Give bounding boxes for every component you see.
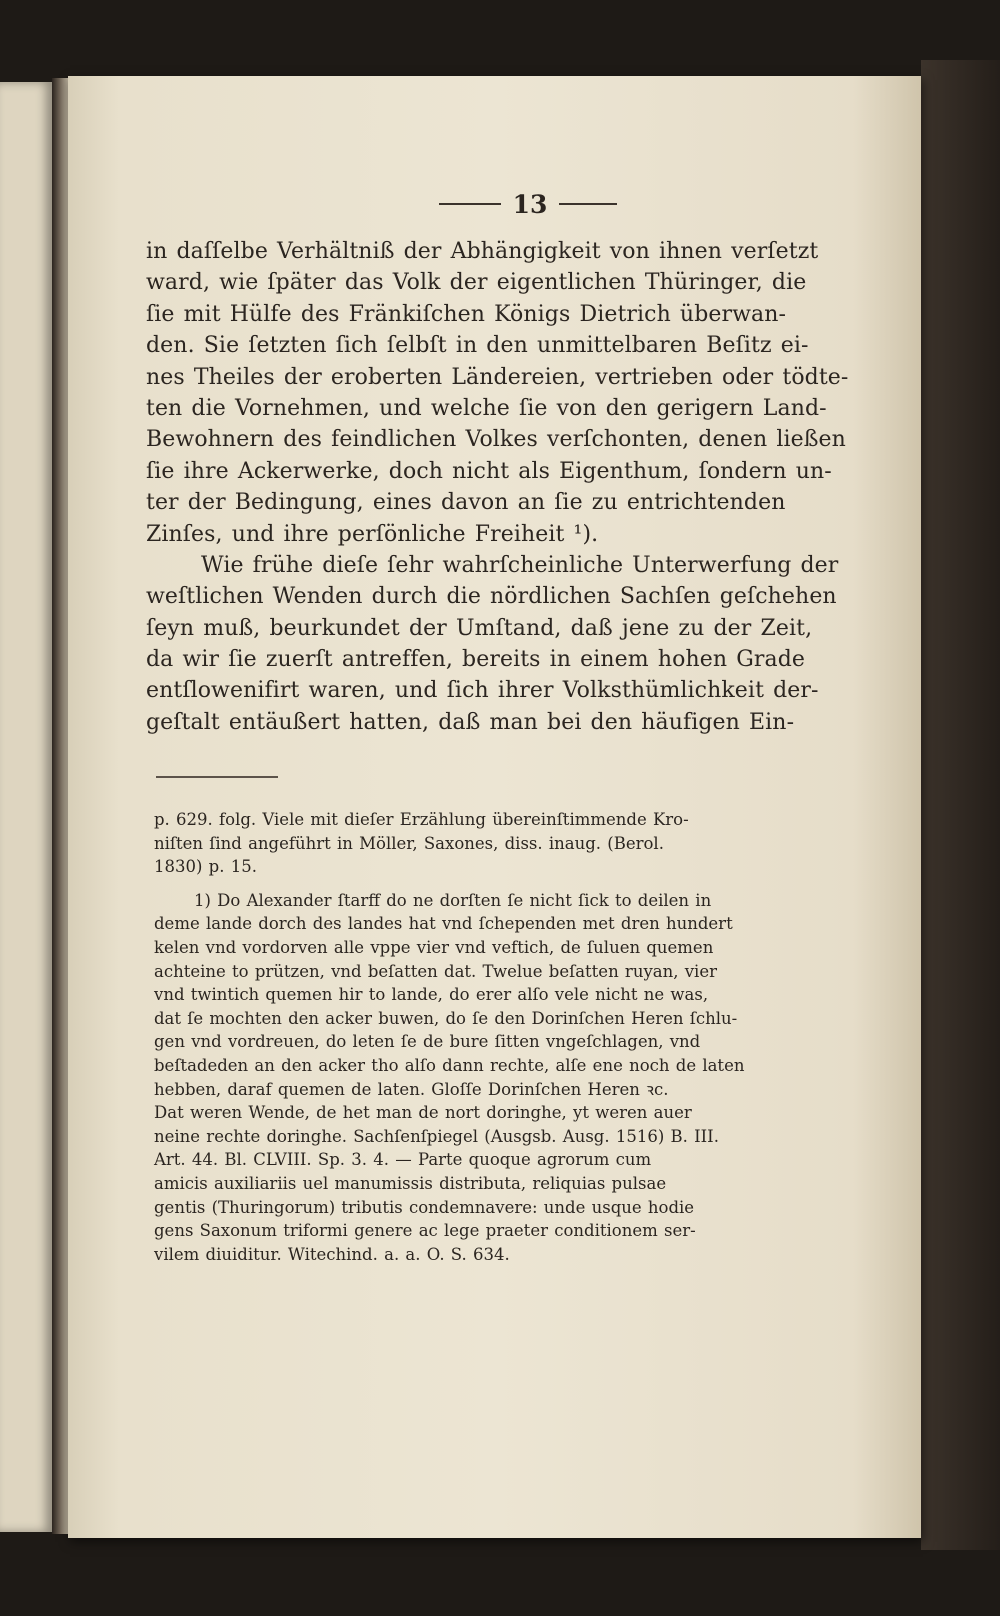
header-rule-right bbox=[559, 203, 617, 205]
book-page bbox=[68, 76, 921, 1538]
footnote-separator bbox=[156, 776, 278, 778]
footnote-line: amicis auxiliariis uel manumissis distributa, reliquias pulsae bbox=[154, 1173, 667, 1193]
main-text bbox=[146, 236, 866, 738]
footnote-line: kelen vnd vordorven alle vppe vier vnd veftich, de ſuluen quemen bbox=[154, 937, 714, 957]
footnote-line: hebben, daraf quemen de laten. Gloſſe Dorinſchen Heren ꝛc. bbox=[154, 1079, 669, 1099]
text-line: ter der Bedingung, eines davon an ſie zu entrichtenden bbox=[146, 490, 786, 516]
text-line: ſie ihre Ackerwerke, doch nicht als Eigenthum, ſondern un- bbox=[146, 458, 832, 484]
header-rule-left bbox=[439, 203, 501, 205]
facing-page-edge bbox=[0, 82, 52, 1532]
footnote-line: beſtadeden an den acker tho alſo dann rechte, alſe ene noch de laten bbox=[154, 1055, 745, 1075]
page-header bbox=[368, 184, 688, 224]
footnote-line: vilem diuiditur. Witechind. a. a. O. S. 634. bbox=[154, 1244, 510, 1264]
footnote-line: gentis (Thuringorum) tributis condemnavere: unde usque hodie bbox=[154, 1197, 695, 1217]
text-line: entſlowenifirt waren, und ſich ihrer Volksthümlichkeit der- bbox=[146, 678, 819, 704]
footnote-line: 1) Do Alexander ſtarff do ne dorſten ſe nicht ſick to deilen in bbox=[194, 890, 712, 910]
footnote-line: 1830) p. 15. bbox=[154, 857, 257, 877]
text-line: in daſſelbe Verhältniß der Abhängigkeit von ihnen verſetzt bbox=[146, 239, 819, 264]
text-line: ſie mit Hülfe des Fränkiſchen Königs Dietrich überwan- bbox=[146, 301, 787, 327]
book-cover-edge bbox=[921, 60, 1000, 1550]
text-line: ward, wie ſpäter das Volk der eigentlichen Thüringer, die bbox=[146, 270, 807, 296]
text-line: Bewohnern des feindlichen Volkes verſchonten, denen ließen bbox=[146, 427, 846, 453]
text-line: Zinſes, und ihre perſönliche Freiheit ¹). bbox=[146, 521, 599, 547]
footnote-line: gen vnd vordreuen, do leten ſe de bure ſitten vngeſchlagen, vnd bbox=[154, 1032, 701, 1052]
footnote-line: dat ſe mochten den acker buwen, do ſe den Dorinſchen Heren ſchlu- bbox=[154, 1008, 738, 1028]
text-line: weſtlichen Wenden durch die nördlichen Sachſen geſchehen bbox=[146, 584, 837, 610]
text-line: da wir ſie zuerſt antreffen, bereits in einem hohen Grade bbox=[146, 647, 806, 673]
text-line: ten die Vornehmen, und welche ſie von den gerigern Land- bbox=[146, 395, 827, 421]
page-number: 13 bbox=[512, 189, 548, 219]
text-line: geſtalt entäußert hatten, daß man bei den häufigen Ein- bbox=[146, 709, 795, 735]
footnote-line: niſten ſind angeführt in Möller, Saxones, diss. inaug. (Berol. bbox=[154, 833, 664, 853]
footnote-line: vnd twintich quemen hir to lande, do erer alſo vele nicht ne was, bbox=[154, 985, 709, 1005]
text-line: den. Sie ſetzten ſich ſelbſt in den unmittelbaren Beſitz ei- bbox=[146, 333, 809, 359]
text-line: Wie frühe dieſe ſehr wahrſcheinliche Unterwerfung der bbox=[201, 552, 839, 578]
footnote-line: deme lande dorch des landes hat vnd ſchependen met dren hundert bbox=[154, 914, 733, 934]
footnote-line: gens Saxonum triformi genere ac lege praeter conditionem ser- bbox=[154, 1221, 696, 1241]
footnote-line: Art. 44. Bl. CLVIII. Sp. 3. 4. — Parte quoque agrorum cum bbox=[154, 1150, 652, 1170]
footnote-line: achteine to prützen, vnd beſatten dat. Twelue beſatten ruyan, vier bbox=[154, 961, 717, 981]
footnotes bbox=[154, 808, 854, 1266]
text-line: ſeyn muß, beurkundet der Umſtand, daß jene zu der Zeit, bbox=[146, 615, 813, 641]
footnote-line: neine rechte doringhe. Sachſenſpiegel (Ausgsb. Ausg. 1516) B. III. bbox=[154, 1126, 719, 1146]
text-line: nes Theiles der eroberten Ländereien, vertrieben oder tödte- bbox=[146, 364, 849, 390]
footnote-line: Dat weren Wende, de het man de nort doringhe, yt weren auer bbox=[154, 1103, 692, 1123]
footnote-line: p. 629. folg. Viele mit dieſer Erzählung übereinſtimmende Kro- bbox=[154, 810, 689, 829]
